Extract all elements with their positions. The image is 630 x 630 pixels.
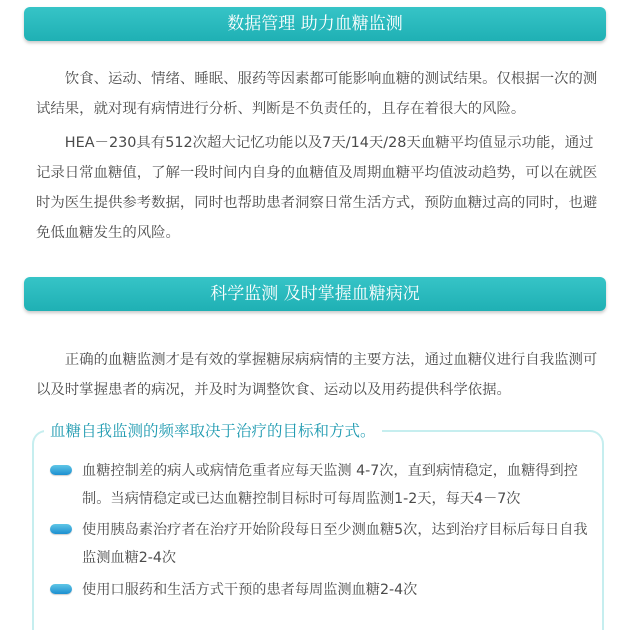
list-item-text: 使用胰岛素治疗者在治疗开始阶段每日至少测血糖5次，达到治疗目标后每日自我监测血糖2-4次 <box>82 522 588 566</box>
pill-bullet-icon <box>50 584 72 594</box>
memory-feature-paragraph: HEA－230具有512次超大记忆功能以及7天/14天/28天血糖平均值显示功能，通过记录日常血糖值，了解一段时间内自身的血糖值及周期血糖平均值波动趋势，可以在就医时为医生提供参考数据，同时也帮助患者洞察日常生活方式，预防血糖过高的同时，也避免低血糖发生的风险。 <box>36 135 598 241</box>
list-item-text: 血糖控制差的病人或病情危重者应每天监测 4-7次，直到病情稳定，血糖得到控制。当病情稳定或已达血糖控制目标时可每周监测1-2天，每天4－7次 <box>82 463 578 507</box>
pill-bullet-icon <box>50 465 72 475</box>
list-item-text: 使用口服药和生活方式干预的患者每周监测血糖2-4次 <box>82 582 418 598</box>
pill-bullet-icon <box>50 524 72 534</box>
section-banner-scientific-monitoring: 科学监测 及时掌握血糖病况 <box>24 277 606 311</box>
frequency-box-title: 血糖自我监测的频率取决于治疗的目标和方式。 <box>44 419 382 443</box>
monitoring-paragraph: 正确的血糖监测才是有效的掌握糖尿病病情的主要方法，通过血糖仪进行自我监测可以及时掌握患者的病况，并及时为调整饮食、运动以及用药提供科学依据。 <box>36 352 598 398</box>
intro-paragraph: 饮食、运动、情绪、睡眠、服药等因素都可能影响血糖的测试结果。仅根据一次的测试结果，就对现有病情进行分析、判断是不负责任的，且存在着很大的风险。 <box>36 71 598 117</box>
section-banner-data-management: 数据管理 助力血糖监测 <box>24 7 606 41</box>
